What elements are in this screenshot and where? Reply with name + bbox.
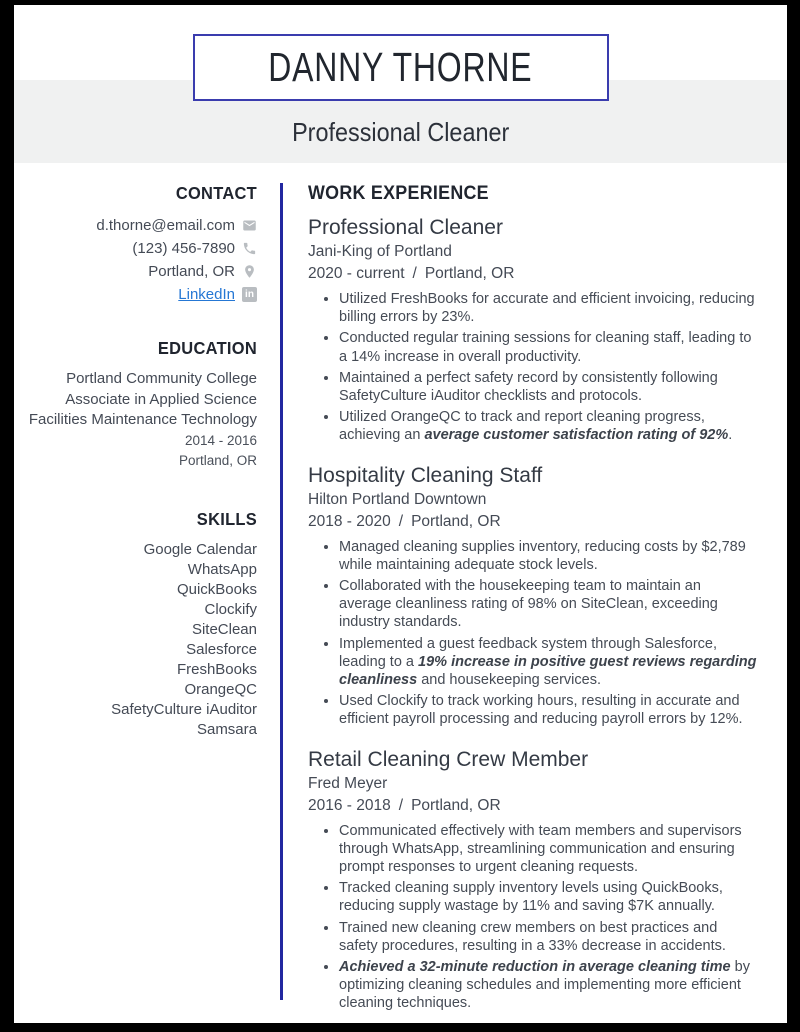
job-dates-line xyxy=(308,511,757,533)
job-bullets xyxy=(308,822,757,1013)
job-bullet: • Communicated effectively with team members and supervisors through WhatsApp, streamlining communication and ensuring prompt responses to urgent cleaning requests. xyxy=(339,822,757,877)
dates-separator: / xyxy=(412,265,417,282)
job-location: Portland, OR xyxy=(411,512,501,530)
job-title: Professional Cleaner xyxy=(308,216,503,239)
job-bullets xyxy=(308,538,757,729)
skill-item: Google Calendar xyxy=(143,540,257,558)
job-entry xyxy=(308,462,757,729)
columns xyxy=(14,183,787,1030)
job-bullet: • Achieved a 32-minute reduction in average cleaning time by optimizing cleaning schedules and implementing more efficient cleaning techniques. xyxy=(339,958,757,1013)
job-bullet: • Trained new cleaning crew members on best practices and safety procedures, resulting in a 33% decrease in accidents. xyxy=(339,919,757,955)
contact-location-row xyxy=(14,260,257,282)
skill-item: Clockify xyxy=(204,600,257,618)
contact-heading: CONTACT xyxy=(175,183,257,203)
job-bullet: • Used Clockify to track working hours, resulting in accurate and efficient payroll processing and reducing payroll errors by 12%. xyxy=(339,692,757,728)
job-bullet: • Utilized OrangeQC to track and report cleaning progress, achieving an average customer satisfaction rating of 92%. xyxy=(339,408,757,444)
job-bullets xyxy=(308,290,757,445)
dates-separator: / xyxy=(398,796,404,814)
job-bullet: • Collaborated with the housekeeping team to maintain an average cleanliness rating of 98% on SiteClean, exceeding industry standards. xyxy=(339,577,757,632)
job-bullet: • Implemented a guest feedback system through Salesforce, leading to a 19% increase in positive guest reviews regarding cleanliness and housekeeping services. xyxy=(339,635,757,690)
job-location: Portland, OR xyxy=(411,796,501,814)
contact-phone-row xyxy=(14,237,257,259)
dates-separator: / xyxy=(398,512,404,530)
job-title: Hospitality Cleaning Staff xyxy=(308,463,543,487)
skill-item: SafetyCulture iAuditor xyxy=(111,700,257,718)
skill-item: Salesforce xyxy=(186,640,257,658)
name-box xyxy=(193,34,609,101)
job-bullet: • Tracked cleaning supply inventory levels using QuickBooks, reducing supply wastage by 11% and saving $7K annually. xyxy=(339,879,757,915)
location-pin-icon xyxy=(242,264,257,279)
contact-phone: (123) 456-7890 xyxy=(132,239,235,257)
job-bullet: • Conducted regular training sessions for cleaning staff, leading to a 14% increase in overall productivity. xyxy=(339,329,757,365)
education-field: Facilities Maintenance Technology xyxy=(28,411,257,428)
job-dates: 2016 - 2018 xyxy=(308,796,391,814)
work-experience-heading: WORK EXPERIENCE xyxy=(308,183,489,204)
job-title: Retail Cleaning Crew Member xyxy=(308,747,589,771)
left-column xyxy=(14,183,280,740)
job-bullet: • Maintained a perfect safety record by consistently following SafetyCulture iAuditor checklists and protocols. xyxy=(339,369,757,405)
education-dates: 2014 - 2016 xyxy=(184,432,257,448)
skills-heading: SKILLS xyxy=(196,508,257,529)
subtitle-wrap xyxy=(14,117,787,148)
job-dates: 2018 - 2020 xyxy=(308,512,391,530)
job-company: Jani-King of Portland xyxy=(308,243,452,260)
job-company: Hilton Portland Downtown xyxy=(308,490,487,508)
contact-location: Portland, OR xyxy=(148,262,235,280)
skill-item: SiteClean xyxy=(191,620,257,638)
skill-item: Samsara xyxy=(196,720,257,738)
job-dates: 2020 - current xyxy=(308,265,405,282)
education-location: Portland, OR xyxy=(178,453,257,468)
phone-icon xyxy=(242,241,257,256)
education-heading: EDUCATION xyxy=(157,338,257,358)
contact-linkedin-row xyxy=(14,283,257,305)
linkedin-link[interactable]: LinkedIn xyxy=(178,285,235,303)
job-dates-line xyxy=(308,263,757,285)
resume-paper xyxy=(14,5,787,1023)
job-company: Fred Meyer xyxy=(308,774,388,792)
skill-item: WhatsApp xyxy=(187,560,257,578)
job-bullet: • Utilized FreshBooks for accurate and efficient invoicing, reducing billing errors by 23%. xyxy=(339,290,757,326)
linkedin-icon: in xyxy=(242,287,257,302)
job-dates-line xyxy=(308,795,757,817)
job-bullet: • Managed cleaning supplies inventory, reducing costs by $2,789 while maintaining adequate stock levels. xyxy=(339,538,757,574)
contact-email-row xyxy=(14,214,257,236)
contact-email: d.thorne@email.com xyxy=(96,216,235,234)
skill-item: FreshBooks xyxy=(176,660,257,678)
job-entry xyxy=(308,214,757,445)
education-degree: Associate in Applied Science xyxy=(65,390,257,408)
skill-item: QuickBooks xyxy=(176,580,257,598)
candidate-name: DANNY THORNE xyxy=(268,44,533,90)
envelope-icon xyxy=(242,218,257,233)
job-location: Portland, OR xyxy=(424,265,515,282)
right-column xyxy=(283,183,787,1030)
skill-item: OrangeQC xyxy=(184,680,257,698)
education-school: Portland Community College xyxy=(66,370,257,387)
job-entry xyxy=(308,746,757,1013)
job-title-subtitle: Professional Cleaner xyxy=(291,117,510,147)
